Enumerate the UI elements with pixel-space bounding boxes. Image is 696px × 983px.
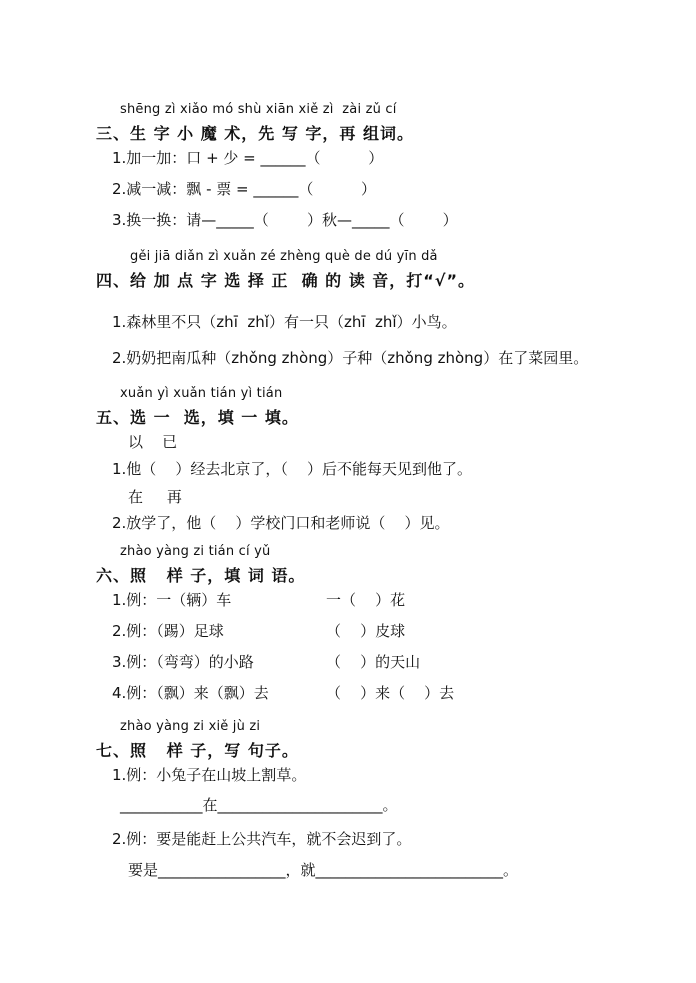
section6-row-2-left: 2.例：（踢）足球	[112, 622, 224, 640]
section6-row-4-right: （ ）来（ ）去	[326, 684, 455, 702]
section7-pinyin: zhào yàng zi xiě jù zi	[120, 719, 261, 734]
section6-row-3-left: 3.例：（弯弯）的小路	[112, 653, 254, 671]
section5-item-2: 2.放学了，他（ ）学校门口和老师说（ ）见。	[112, 514, 450, 532]
section4-item-1: 1.森林里不只（zhī zhǐ）有一只（zhī zhǐ）小鸟。	[112, 313, 457, 331]
section7-heading: 七、照 样 子，写 句子。	[96, 741, 299, 760]
section7-fill-2: 要是_________________，就_________________________。	[128, 861, 519, 879]
section6-row-3-right: （ ）的天山	[326, 653, 421, 671]
section6-row-1-left: 1.例：一（辆）车	[112, 591, 232, 609]
section4-item-2: 2.奶奶把南瓜种（zhǒng zhòng）子种（zhǒng zhòng）在了菜园里。	[112, 349, 589, 367]
section4-pinyin: gěi jiā diǎn zì xuǎn zé zhèng què de dú yīn dǎ	[130, 249, 438, 264]
section3-item-3: 3.换一换：请—_____（ ）秋—_____（ ）	[112, 211, 458, 229]
section7-item-2: 2.例：要是能赶上公共汽车，就不会迟到了。	[112, 830, 412, 848]
section3-pinyin: shēng zì xiǎo mó shù xiān xiě zì zài zǔ cí	[120, 102, 397, 117]
section6-row-2-right: （ ）皮球	[326, 622, 406, 640]
section3-item-2: 2.减一减：飘 - 票 = ______（ ）	[112, 180, 377, 198]
section6-pinyin: zhào yàng zi tián cí yǔ	[120, 544, 271, 559]
section7-item-1: 1.例：小兔子在山坡上割草。	[112, 766, 307, 784]
section6-heading: 六、照 样 子，填 词 语。	[96, 566, 306, 585]
section5-options-2: 在 再	[128, 488, 182, 506]
section5-options-1: 以 已	[128, 433, 178, 451]
section3-heading: 三、生 字 小 魔 术，先 写 字，再 组词。	[96, 124, 414, 143]
section5-item-1: 1.他（ ）经去北京了，（ ）后不能每天见到他了。	[112, 460, 472, 478]
section5-pinyin: xuǎn yì xuǎn tián yì tián	[120, 386, 283, 401]
section6-row-4-left: 4.例：（飘）来（飘）去	[112, 684, 269, 702]
section7-fill-1: ___________在______________________。	[120, 796, 398, 814]
section6-row-1-right: 一（ ）花	[326, 591, 406, 609]
section4-heading: 四、给 加 点 字 选 择 正 确 的 读 音，打“√”。	[96, 271, 475, 290]
section5-heading: 五、选 一 选，填 一 填。	[96, 408, 299, 427]
section3-item-1: 1.加一加：口 + 少 = ______（ ）	[112, 149, 384, 167]
